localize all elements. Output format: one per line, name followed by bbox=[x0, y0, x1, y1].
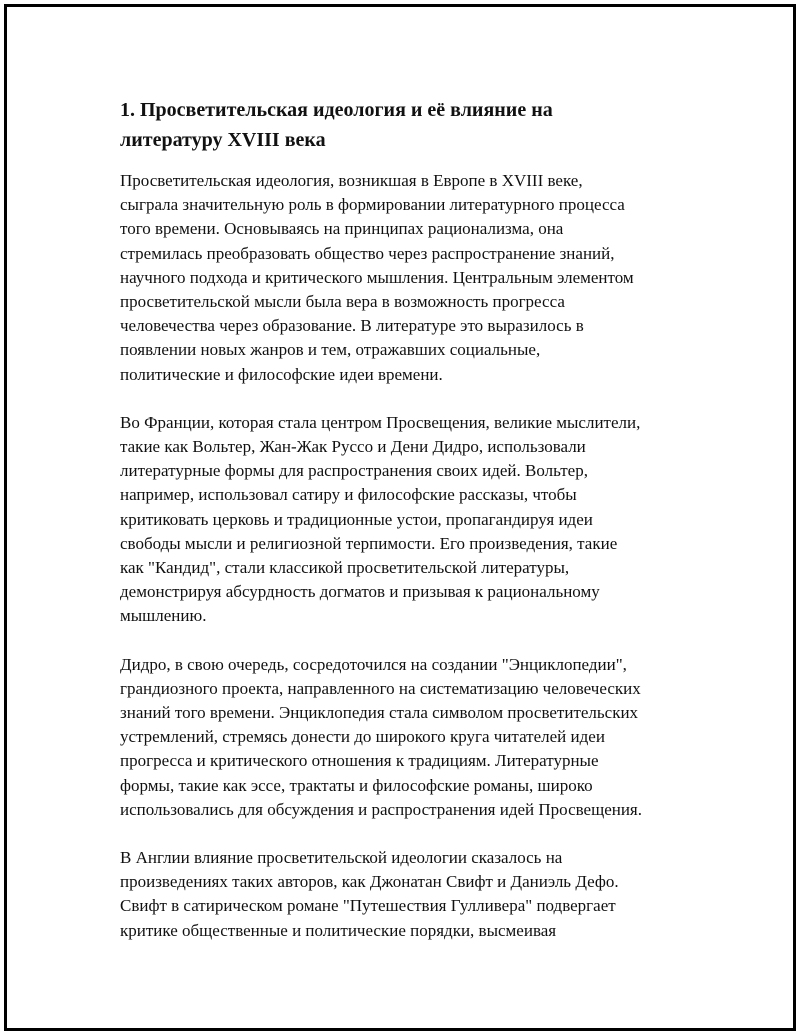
heading-line: литературу XVIII века bbox=[120, 129, 326, 151]
text-line: Свифт в сатирическом романе "Путешествия Гулливера" подвергает bbox=[120, 896, 616, 916]
text-line: произведениях таких авторов, как Джонатан Свифт и Даниэль Дефо. bbox=[120, 872, 619, 892]
text-line: как "Кандид", стали классикой просветительской литературы, bbox=[120, 558, 570, 578]
text-line: знаний того времени. Энциклопедия стала символом просветительских bbox=[120, 703, 639, 723]
text-line: Просветительская идеология, возникшая в Европе в XVIII веке, bbox=[120, 171, 583, 190]
text-line: критике общественные и политические порядки, высмеивая bbox=[120, 920, 557, 940]
text-line: критиковать церковь и традиционные устои, пропагандируя идеи bbox=[120, 509, 593, 529]
text-line: демонстрируя абсурдность догматов и призывая к рациональному bbox=[120, 582, 600, 602]
text-line: появлении новых жанров и тем, отражавших социальные, bbox=[120, 340, 541, 360]
paragraph bbox=[120, 653, 700, 822]
text-line: использовались для обсуждения и распространения идей Просвещения. bbox=[120, 799, 643, 819]
text-line: Дидро, в свою очередь, сосредоточился на создании "Энциклопедии", bbox=[120, 654, 627, 674]
text-line: человечества через образование. В литературе это выразилось в bbox=[120, 316, 584, 336]
text-line: прогресса и критического отношения к традициям. Литературные bbox=[120, 751, 599, 771]
text-line: просветительской мысли была вера в возможность прогресса bbox=[120, 292, 565, 312]
text-line: Во Франции, которая стала центром Просвещения, великие мыслители, bbox=[120, 412, 641, 432]
text-line: того времени. Основываясь на принципах рационализма, она bbox=[120, 219, 564, 239]
text-line: литературные формы для распространения своих идей. Вольтер, bbox=[120, 461, 588, 481]
paragraph bbox=[120, 169, 700, 387]
text-line: например, использовал сатиру и философские рассказы, чтобы bbox=[120, 485, 577, 505]
text-line: устремлений, стремясь донести до широкого круга читателей идеи bbox=[120, 727, 605, 747]
text-line: В Англии влияние просветительской идеологии сказалось на bbox=[120, 848, 563, 868]
page-content bbox=[120, 95, 700, 967]
text-line: политические и философские идеи времени. bbox=[120, 364, 443, 384]
text-line: грандиозного проекта, направленного на систематизацию человеческих bbox=[120, 678, 641, 698]
text-line: стремилась преобразовать общество через распространение знаний, bbox=[120, 243, 615, 263]
text-line: такие как Вольтер, Жан-Жак Руссо и Дени Дидро, использовали bbox=[120, 437, 586, 457]
text-line: формы, такие как эссе, трактаты и философские романы, широко bbox=[120, 775, 593, 795]
text-line: сыграла значительную роль в формировании литературного процесса bbox=[120, 195, 625, 215]
paragraph bbox=[120, 411, 700, 629]
text-line: свободы мысли и религиозной терпимости. Его произведения, такие bbox=[120, 533, 618, 553]
text-line: мышлению. bbox=[120, 606, 207, 626]
heading-line: 1. Просветительская идеология и её влияние на bbox=[120, 99, 553, 121]
section-heading bbox=[120, 95, 700, 155]
document-page bbox=[4, 4, 796, 1031]
paragraph bbox=[120, 846, 700, 943]
text-line: научного подхода и критического мышления. Центральным элементом bbox=[120, 267, 634, 287]
